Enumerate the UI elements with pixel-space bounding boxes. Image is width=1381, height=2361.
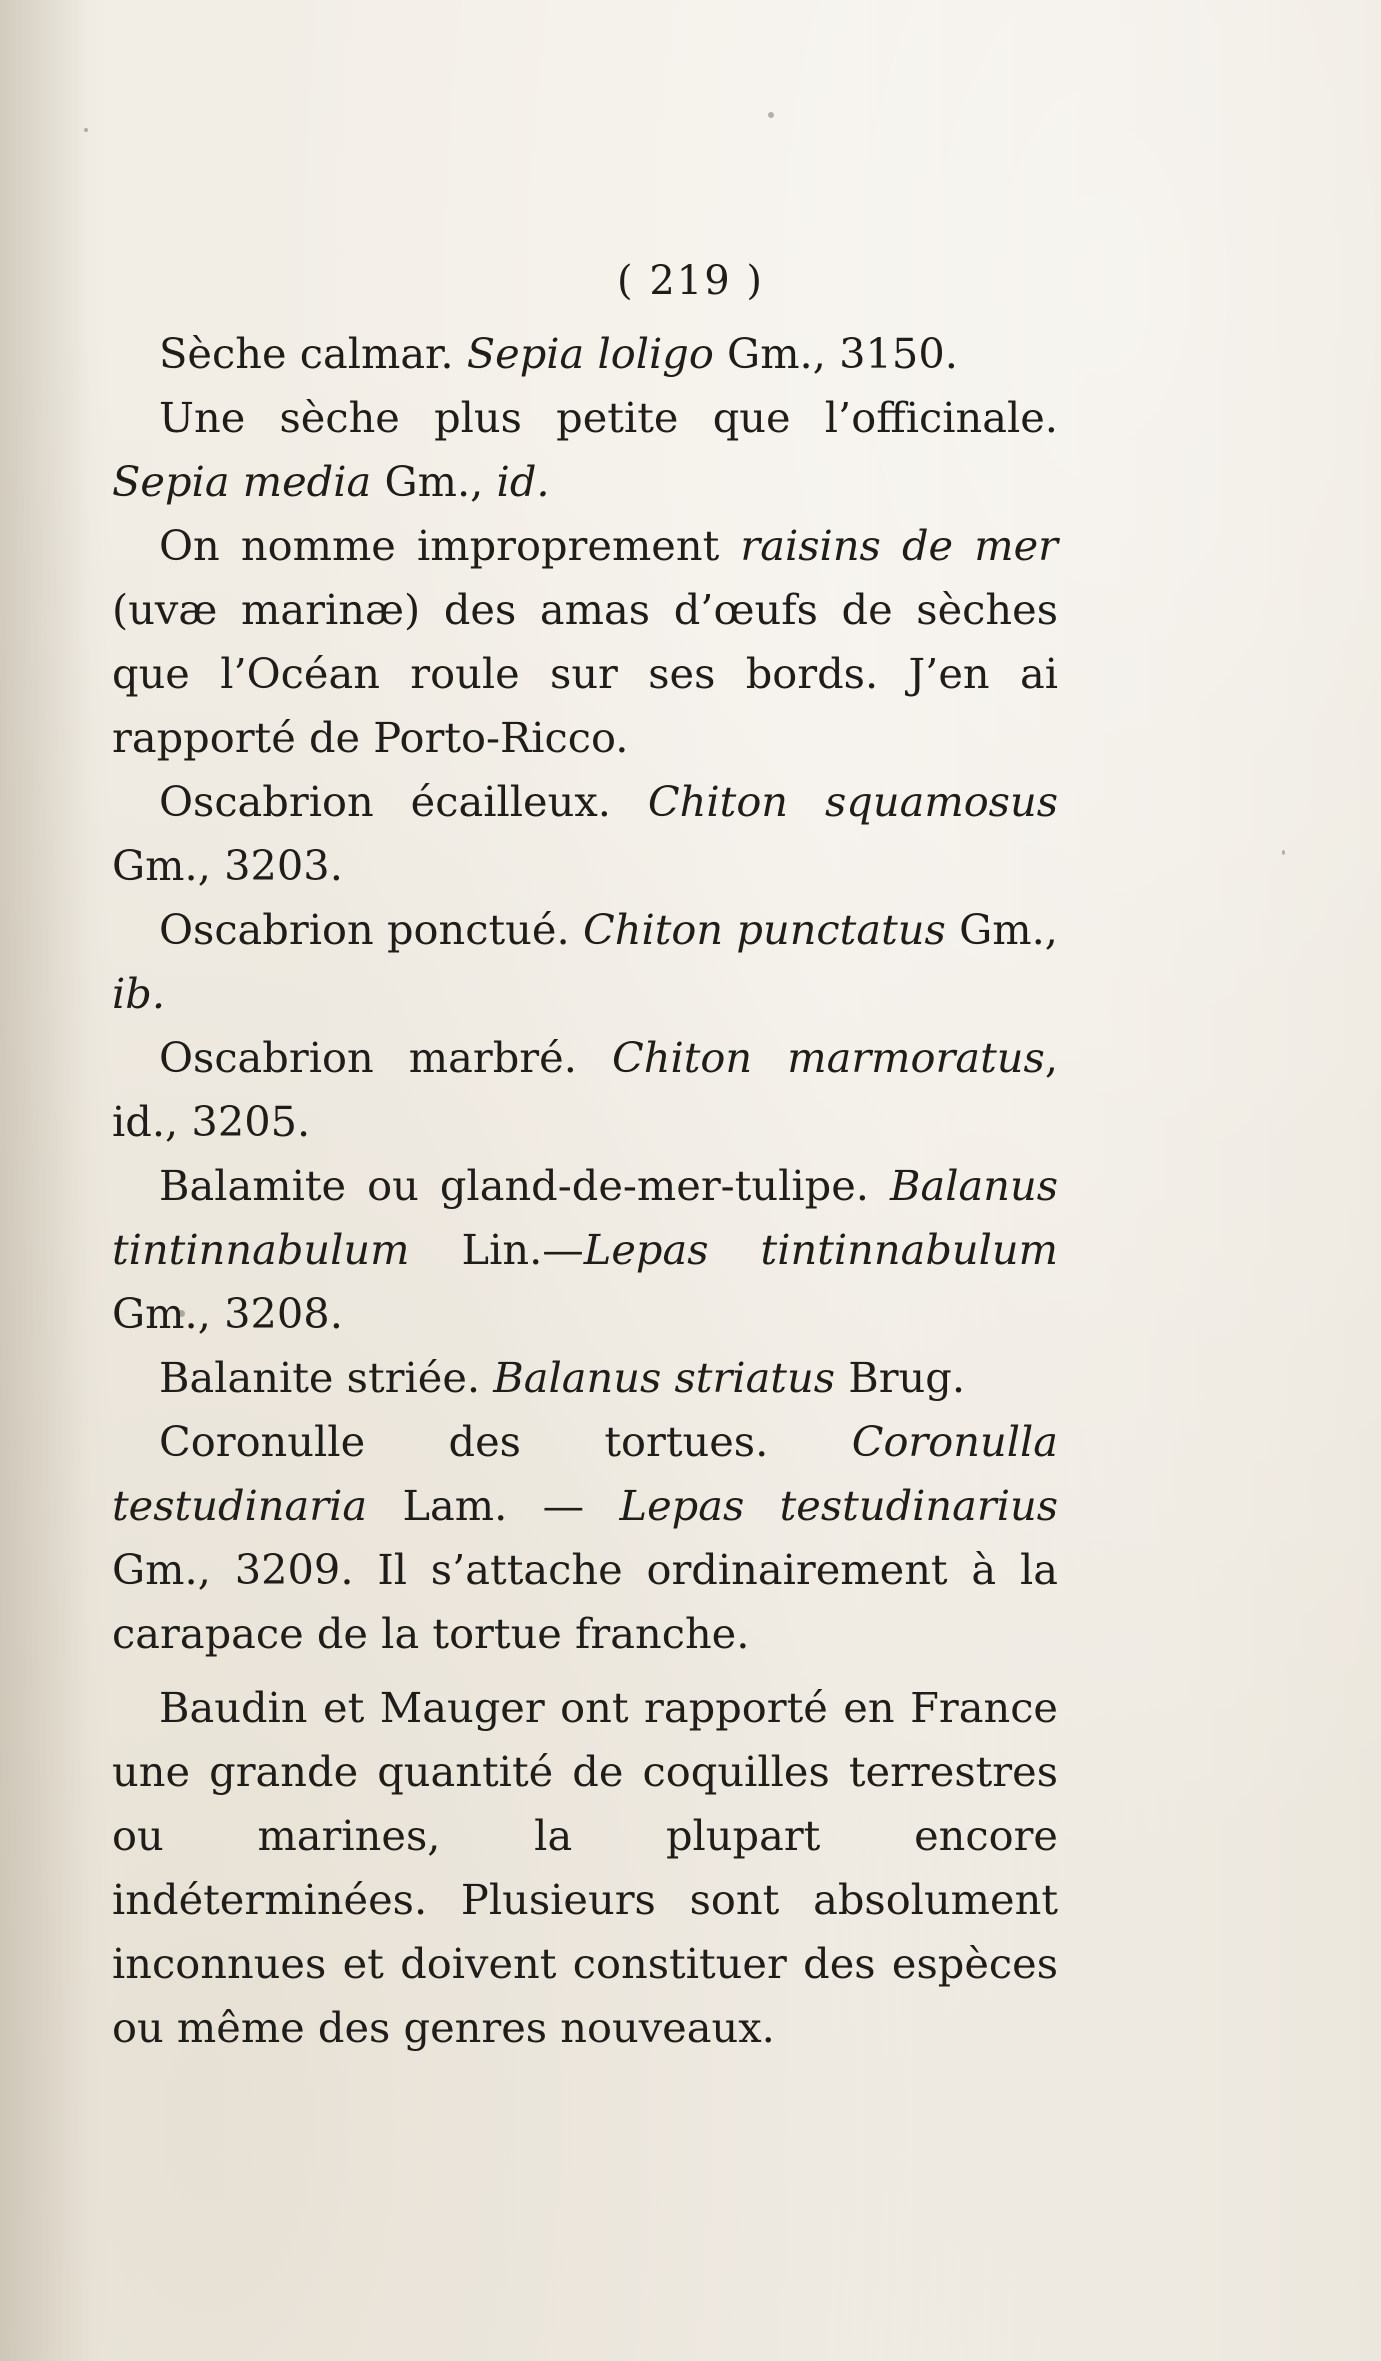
paper-speck (1282, 850, 1285, 855)
text-run: Gm., 3150. (713, 329, 958, 378)
paragraph-p10 (112, 1676, 1058, 2060)
italic-text: id. (496, 457, 550, 506)
text-run: Gm., 3203. (112, 841, 343, 890)
text-run: Gm., 3208. (112, 1289, 343, 1338)
text-run: Balanite striée. (159, 1353, 494, 1402)
text-run: Lin.— (409, 1225, 584, 1274)
paragraph-p8 (112, 1346, 1058, 1410)
italic-text: Balanus striatus (493, 1353, 836, 1402)
paragraph-p2 (112, 386, 1058, 514)
text-run: Gm., 3209. Il s’attache ordinairement à la carapace de la tortue franche. (112, 1545, 1058, 1658)
text-run: Sèche calmar. (159, 329, 467, 378)
binding-shadow (0, 0, 90, 2361)
text-run: Oscabrion marbré. (159, 1033, 612, 1082)
paragraph-p5 (112, 898, 1058, 1026)
paragraph-p1 (112, 322, 1058, 386)
text-run: Balamite ou gland-de-mer-tulipe. (159, 1161, 890, 1210)
paragraph-p4 (112, 770, 1058, 898)
paragraph-p9 (112, 1410, 1058, 1666)
page-number: ( 219 ) (617, 258, 764, 304)
paper-speck (768, 112, 774, 118)
italic-text: Lepas testudinarius (619, 1481, 1059, 1530)
paragraph-p7 (112, 1154, 1058, 1346)
text-run: Gm., (945, 905, 1058, 954)
italic-text: Chiton punctatus (582, 905, 946, 954)
text-run: Oscabrion ponctué. (159, 905, 583, 954)
italic-text: Sepia loligo (466, 329, 714, 378)
italic-text: Chiton marmoratus (612, 1033, 1045, 1082)
text-run: On nomme improprement (159, 521, 741, 570)
text-run: Coronulle des tortues. (159, 1417, 852, 1466)
text-run: Oscabrion écailleux. (159, 777, 648, 826)
italic-text: raisins de mer (740, 521, 1058, 570)
text-run: Brug. (835, 1353, 966, 1402)
body-text (112, 322, 1058, 2060)
italic-text: Sepia media (112, 457, 372, 506)
italic-text: Chiton squamosus (647, 777, 1058, 826)
italic-text: ib. (112, 969, 166, 1018)
italic-text: Balanus tintinnabulum (112, 1161, 1058, 1274)
text-run: Baudin et Mauger ont rapporté en France une grande quantité de coquilles terrestres ou marines, la plupart encore indéterminées. Plusieurs sont absolument inconnues et doivent constituer des espèces ou même des genres nouveaux. (112, 1683, 1058, 2052)
paragraph-p6 (112, 1026, 1058, 1154)
italic-text: Coronulla testudinaria (112, 1417, 1058, 1530)
text-run: Gm., (371, 457, 497, 506)
text-run: (uvæ marinæ) des amas d’œufs de sèches que l’Océan roule sur ses bords. J’en ai rapporté de Porto-Ricco. (112, 585, 1058, 762)
paragraph-p3 (112, 514, 1058, 770)
text-run: Lam. — (367, 1481, 620, 1530)
text-run: , id., 3205. (112, 1033, 1059, 1146)
text-run: Une sèche plus petite que l’officinale. (159, 393, 1058, 442)
italic-text: Lepas tintinnabulum (583, 1225, 1058, 1274)
paper-speck (84, 128, 88, 132)
